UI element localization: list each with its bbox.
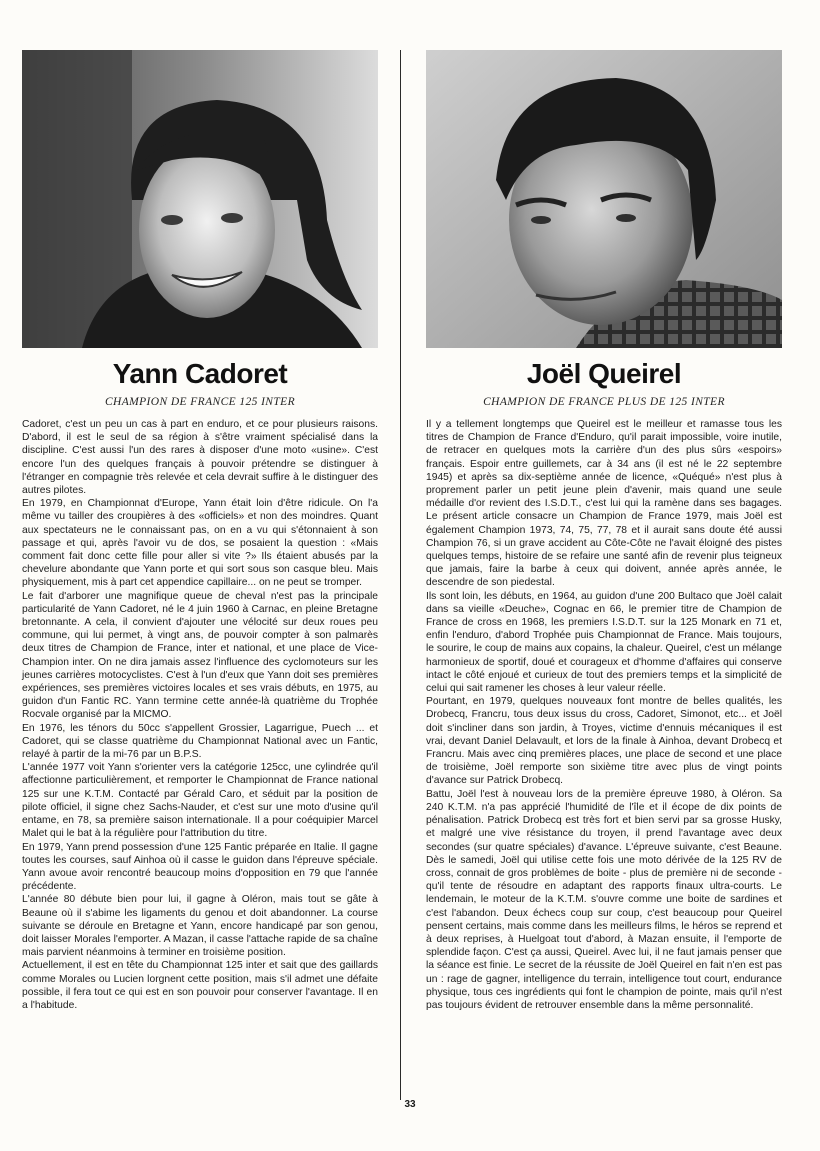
article-body-joel-queirel [426, 418, 782, 1012]
portrait-photo-joel-queirel [426, 50, 782, 348]
paragraph: Pourtant, en 1979, quelques nouveaux font montre de belles qualités, les Drobecq, Francru, tous deux issus du cross, Cadoret, Simonot, etc... et Joël doit s'incliner dans son jardin, à Troyes, victime d'ennuis mécaniques il est vrai, devant Daniel Delavault, et lors de la finale à Ainhoa, devant Drobecq et Francru. Mais avec cinq premières places, une place de second et une place de troisième, Joël remporte son sixième titre avec plus de vingt points d'avance sur Patrick Drobecq. [426, 696, 782, 787]
paragraph: L'année 1977 voit Yann s'orienter vers la catégorie 125cc, une cylindrée qu'il affectionne particulièrement, et remporter le Championnat de France national 125 sur une K.T.M. Contacté par Gérald Caro, et séduit par la position de pilote officiel, il signe chez Sachs-Nauder, et c'est sur une moto d'usine qu'il entame, en 78, sa première saison internationale. Il a pour coéquipier Marcel Malet qui le bat à la régulière pour l'attribution du titre. [22, 762, 378, 840]
paragraph: En 1979, Yann prend possession d'une 125 Fantic préparée en Italie. Il gagne toutes les courses, sauf Ainhoa où il casse le guidon dans l'épreuve spéciale. Yann avoue avoir rencontré beaucoup moins d'opposition en 79 que l'année précédente. [22, 841, 378, 893]
article-title-joel-queirel: Joël Queirel [526, 358, 682, 389]
paragraph: Actuellement, il est en tête du Championnat 125 inter et sait que des gaillards comme Morales ou Lucien lorgnent cette position, mais s'il admet une défaite possible, il fera tout ce qui est en son pouvoir pour conserver l'avantage. Il en a l'habitude. [22, 960, 378, 1011]
paragraph: L'année 80 débute bien pour lui, il gagne à Oléron, mais tout se gâte à Beaune où il s'abime les ligaments du genou et doit abandonner. La course suivante se déroule en Bretagne et Yann, encore handicapé par son genou, doit laisser Morales l'emporter. A Mazan, il casse l'attache rapide de sa chaîne mais parvient néanmoins à terminer en troisième position. [22, 894, 378, 959]
article-yann-cadoret [22, 50, 378, 1012]
article-subtitle-joel-queirel: CHAMPION DE FRANCE PLUS DE 125 INTER [483, 396, 725, 408]
article-joel-queirel [426, 50, 782, 1012]
paragraph: Le fait d'arborer une magnifique queue de cheval n'est pas la principale particularité de Yann Cadoret, né le 4 juin 1960 à Carnac, en pleine Bretagne bretonnante. A cela, il convient d'ajouter une vélocité sur deux roues peu commune, qui lui permet, à vingt ans, de pouvoir compter à son palmarès deux titres de Champion de France, inter et national, et une place de Vice-Champion inter. On ne dira jamais assez l'influence des cyclomoteurs sur les jeunes carrières motocyclistes. C'est à l'un d'eux que Yann doit ses premières expériences, ses premières victoires locales et ses vrais débuts, en 1975, au guidon d'un Fantic RC. Yann termine cette année-là quatrième du Trophée Rocvale organisé par la MICMO. [22, 590, 378, 721]
portrait-yann-cadoret-image [22, 50, 378, 348]
paragraph: Il y a tellement longtemps que Queirel est le meilleur et ramasse tous les titres de Champion de France d'Enduro, qu'il parait impossible, voire inutile, de retracer en quelques mots la carrière d'un des plus sûrs «espoirs» français. Espoir entre guillemets, car à 34 ans (il est né le 22 septembre 1945) et après sa dix-septième année de licence, «Quéqué» n'est plus à proprement parler un petit jeune plein d'avenir, mais quand une seule médaille d'or revient des I.S.D.T., c'est lui qui la ramène dans ses bagages. Le présent article consacre un Champion de France 1979, mais Joël est également Champion 1973, 74, 75, 77, 78 et il aurait sans doute été aussi Champion 76, si un grave accident au Côte-Côte ne l'avait éloigné des pistes quelques temps, histoire de se refaire une santé afin de revenir plus teigneux que jamais, faire la barbe à ceux qui doivent, année après année, le descendre de son piedestal. [426, 419, 782, 589]
column-divider [400, 50, 401, 1100]
paragraph: En 1976, les ténors du 50cc s'appellent Grossier, Lagarrigue, Puech ... et Cadoret, qui se classe quatrième du Championnat National avec un Fantic, relayé à partir de la mi-76 par un B.P.S. [22, 722, 378, 761]
article-body-yann-cadoret [22, 418, 378, 1012]
portrait-joel-queirel-image [426, 50, 782, 348]
paragraph: En 1979, en Championnat d'Europe, Yann était loin d'être ridicule. On l'a même vu tailler des croupières à des «officiels» et non des moindres. Quant aux spectateurs ne le connaissant pas, on en a vu qui s'étonnaient à son passage et qui, après l'avoir vu de dos, se posaient la question : «Mais comment fait donc cette fille pour aller si vite ?» Ils étaient abusés par la chevelure abondante que Yann porte et qui sort sous son casque bleu. Mais physiquement, mis à part cet appendice capillaire... on ne peut se tromper. [22, 498, 378, 589]
article-title-yann-cadoret: Yann Cadoret [112, 358, 288, 389]
article-subtitle-yann-cadoret: CHAMPION DE FRANCE 125 INTER [104, 396, 296, 408]
paragraph: Cadoret, c'est un peu un cas à part en enduro, et ce pour plusieurs raisons. D'abord, il est le seul de sa région à s'être vraiment spécialisé dans la discipline. C'est aussi l'un des rares à disposer d'une moto «usine». C'est encore l'un des quelques français à pouvoir prétendre se distinguer à l'étranger en compagnie très relevée et cela devrait suffire à le distinguer des autres pilotes. [22, 419, 378, 497]
paragraph: Ils sont loin, les débuts, en 1964, au guidon d'une 200 Bultaco que Joël calait dans sa vieille «Deuche», Cognac en 66, le premier titre de Champion de France de cross en 1968, les premiers I.S.D.T. sur la 125 Monark en 71 et, enfin l'enduro, d'abord Trophée puis Championnat de France. Mais toujours, le sourire, le coup de mains aux copains, la chaleur. Queirel, c'est un mélange harmonieux de sportif, doué et courageux et d'homme d'affaires qui conserve intact le côté enjoué et curieux de tout des premiers temps et la simplicité de celui qui sait ramener les choses à leur valeur réelle. [426, 590, 782, 695]
page-number: 33 [404, 1099, 416, 1110]
portrait-photo-yann-cadoret [22, 50, 378, 348]
paragraph: Battu, Joël l'est à nouveau lors de la première épreuve 1980, à Oléron. Sa 240 K.T.M. n'a pas apprécié l'humidité de l'île et il écope de dix points de pénalisation. Patrick Drobecq est très fort et bien servi par sa grosse Husky, et malgré une vive résistance du troyen, il prend l'avantage avec deux secondes (sur quatre spéciales) d'avance. L'épreuve suivante, c'est Beaune. Dès le samedi, Joël qui utilise cette fois une moto dérivée de la 125 RV de cross, connait de gros problèmes de boite - plus de première ni de seconde - qu'il tente de résoudre en adaptant des rapports finaux ultra-courts. Le lendemain, le moteur de la K.T.M. s'ouvre comme une boite de sardines et c'est l'abandon. Deux échecs coup sur coup, c'est beaucoup pour Queirel pensent certains, mais comme dans les meilleurs films, le héros se reprend et à deux reprises, à Huelgoat tout d'abord, à Mazan ensuite, il l'emporte de splendide façon. C'est ça aussi, Queirel. Avec lui, il ne faut jamais penser que la séance est finie. Le secret de la réussite de Joël Queirel en fait n'en est pas un : rage de gagner, intelligence du terrain, intelligence tout court, endurance physique, tous ces ingrédients qui font le champion de pointe, mais qu'il n'est pas toujours évident de retrouver ensemble dans la même personnalité. [426, 788, 782, 1011]
